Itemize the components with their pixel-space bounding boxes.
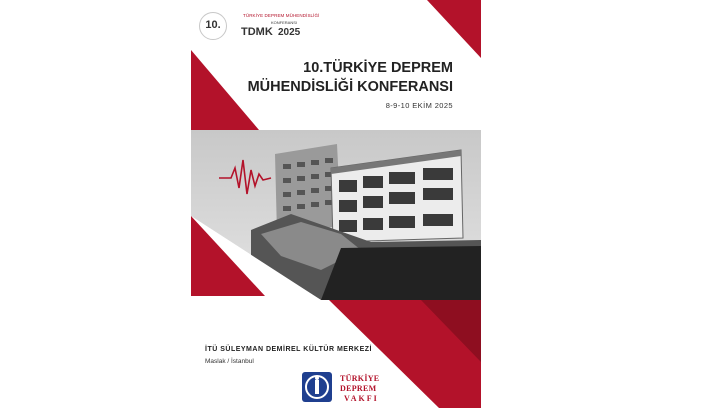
conference-logo-line1: TÜRKİYE DEPREM MÜHENDİSLİĞİ	[243, 13, 320, 18]
conference-poster	[191, 0, 481, 408]
organizer-logo-line3: VAKFI	[344, 394, 379, 403]
conference-title-line2: MÜHENDİSLİĞİ KONFERANSI	[247, 79, 453, 95]
conference-dates: 8-9-10 EKİM 2025	[385, 101, 453, 110]
conference-logo-line2: KONFERANSI	[271, 20, 298, 25]
conference-logo-number: 10.	[205, 19, 221, 31]
venue-location: Maslak / İstanbul	[205, 358, 254, 365]
organizer-logo-line2: DEPREM	[340, 384, 377, 393]
organizer-logo-line1: TÜRKİYE	[340, 374, 380, 383]
conference-logo-year: 2025	[278, 27, 301, 38]
foundation-emblem-icon	[302, 372, 332, 402]
conference-logo-abbr: TDMK	[241, 26, 273, 38]
venue-name: İTÜ SÜLEYMAN DEMİREL KÜLTÜR MERKEZİ	[205, 346, 372, 353]
conference-title-line1: 10.TÜRKİYE DEPREM	[303, 60, 453, 76]
